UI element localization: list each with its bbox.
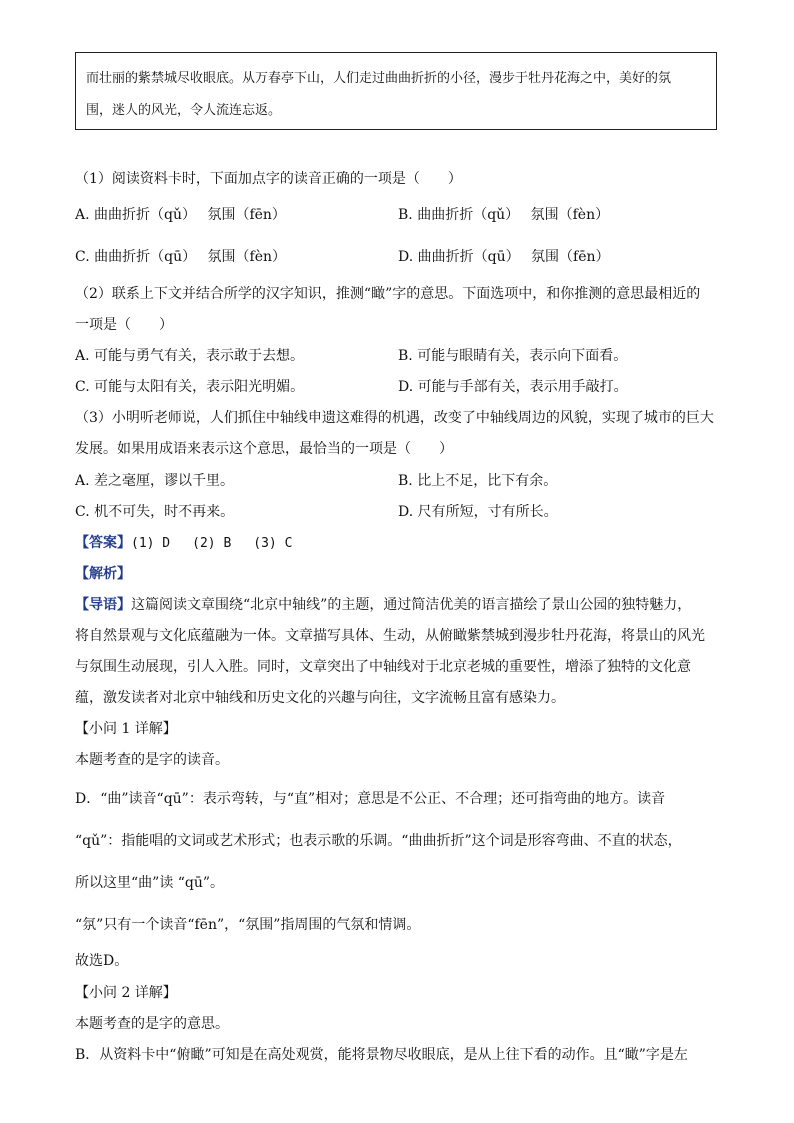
q2-stem-line-1: （2）联系上下文并结合所学的汉字知识，推测“瞰”字的意思。下面选项中，和你推测的意思最相近的	[75, 286, 701, 302]
q3-option-b: B. 比上不足，比下有余。	[398, 473, 558, 489]
answer-line	[75, 534, 292, 553]
sub2-heading: 【小问 2 详解】	[75, 985, 177, 1001]
q2-stem-line-2: 一项是（ ）	[75, 317, 173, 333]
q2-option-b: B. 可能与眼睛有关，表示向下面看。	[398, 348, 628, 364]
q3-stem-line-2: 发展。如果用成语来表示这个意思，最恰当的一项是（ ）	[75, 441, 453, 457]
sub2-line-1: 本题考查的是字的意思。	[75, 1016, 229, 1032]
analysis-label	[75, 565, 131, 583]
sub1-line-3: “qǔ”：指能唱的文词或艺术形式；也表示歌的乐调。“曲曲折折”这个词是形容弯曲、不直的状态，	[75, 833, 682, 849]
q2-option-c: C. 可能与太阳有关，表示阳光明媚。	[75, 379, 305, 395]
card-line-1: 而壮丽的紫禁城尽收眼底。从万春亭下山，人们走过曲曲折折的小径，漫步于牡丹花海之中，美好的氛	[86, 71, 672, 86]
answer-label: 【答案】	[75, 535, 131, 551]
sub1-line-1: 本题考查的是字的读音。	[75, 752, 229, 768]
sub2-line-2: B．从资料卡中“俯瞰”可知是在高处观赏，能将景物尽收眼底，是从上往下看的动作。且“瞰”字是左	[75, 1047, 688, 1063]
q1-option-d: D. 曲曲折折（qū） 氛围（fēn）	[398, 249, 610, 265]
answer-1: (1) D	[131, 536, 171, 551]
guide-text-1: 这篇阅读文章围绕“北京中轴线”的主题，通过简洁优美的语言描绘了景山公园的独特魅力，	[131, 597, 692, 613]
card-line-2: 围，迷人的风光，令人流连忘返。	[86, 103, 282, 118]
q3-stem-line-1: （3）小明听老师说，人们抓住中轴线申遗这难得的机遇，改变了中轴线周边的风貌，实现了城市的巨大	[75, 410, 714, 426]
q1-stem: （1）阅读资料卡时，下面加点字的读音正确的一项是（ ）	[75, 171, 462, 187]
q1-option-c: C. 曲曲折折（qū） 氛围（fèn）	[75, 249, 287, 265]
q1-option-a: A. 曲曲折折（qǔ） 氛围（fēn）	[75, 207, 286, 223]
q2-option-a: A. 可能与勇气有关，表示敢于去想。	[75, 348, 305, 364]
info-card	[75, 52, 717, 130]
sub1-heading: 【小问 1 详解】	[75, 721, 177, 737]
answer-3: (3) C	[253, 536, 293, 551]
guide-line-1	[75, 596, 691, 614]
q3-option-a: A. 差之毫厘，谬以千里。	[75, 473, 235, 489]
sub1-line-4: 所以这里“曲”读 “qū”。	[75, 875, 225, 891]
sub1-line-6: 故选D。	[75, 953, 129, 969]
answer-2: (2) B	[192, 536, 232, 551]
sub1-line-5: “氛”只有一个读音“fēn”，“氛围”指周围的气氛和情调。	[75, 917, 421, 933]
guide-line-4: 蕴，激发读者对北京中轴线和历史文化的兴趣与向往，文字流畅且富有感染力。	[75, 690, 565, 706]
guide-line-2: 将自然景观与文化底蕴融为一体。文章描写具体、生动，从俯瞰紫禁城到漫步牡丹花海，将景山的风光	[75, 628, 705, 644]
guide-line-3: 与氛围生动展现，引人入胜。同时，文章突出了中轴线对于北京老城的重要性，增添了独特的文化意	[75, 659, 691, 675]
q3-option-d: D. 尺有所短，寸有所长。	[398, 504, 558, 520]
q3-option-c: C. 机不可失，时不再来。	[75, 504, 235, 520]
q1-option-b: B. 曲曲折折（qǔ） 氛围（fèn）	[398, 207, 610, 223]
q2-option-d: D. 可能与手部有关，表示用手敲打。	[398, 379, 628, 395]
guide-label: 【导语】	[75, 597, 131, 613]
sub1-line-2: D．“曲”读音“qū”：表示弯转，与“直”相对；意思是不公正、不合理；还可指弯曲的地方。读音	[75, 791, 666, 807]
analysis-heading: 【解析】	[75, 566, 131, 582]
